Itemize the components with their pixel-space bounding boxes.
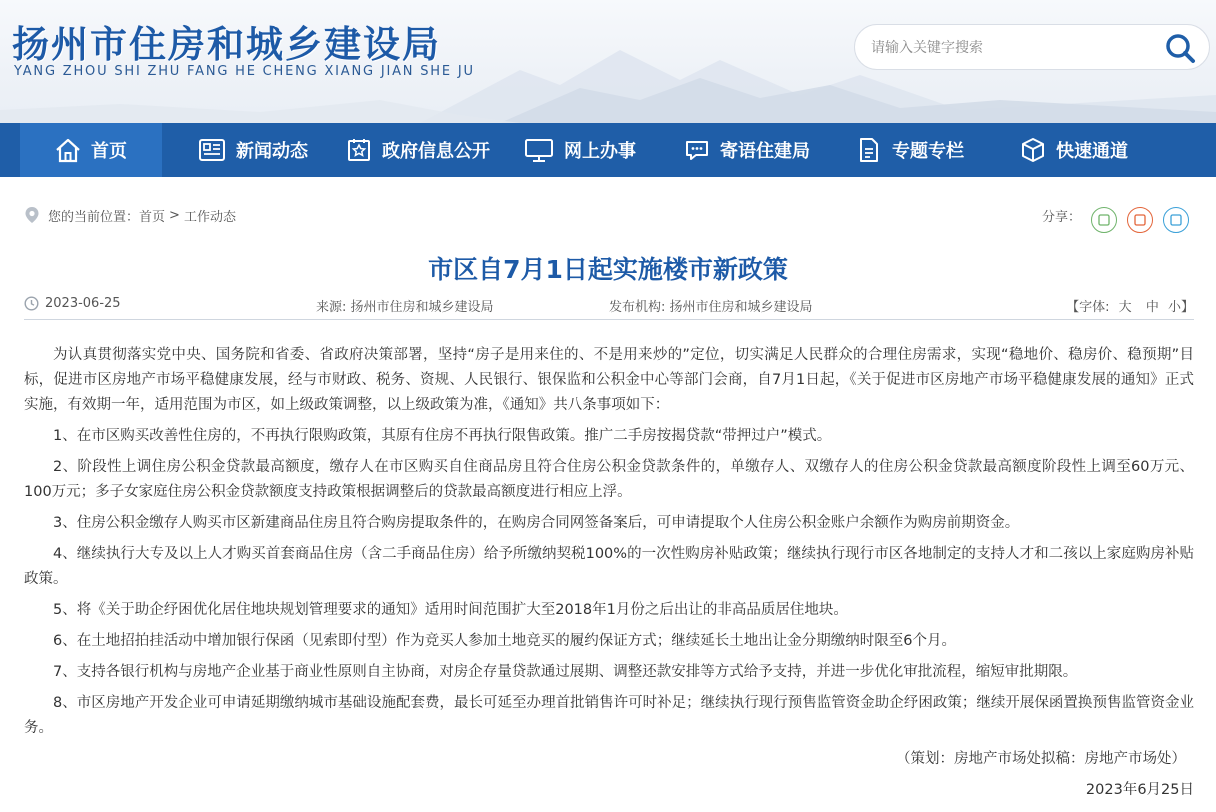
article-paragraph: 6、在土地招拍挂活动中增加银行保函（见索即付型）作为竞买人参加土地竞买的履约保证方式；继续延长土地出让金分期缴纳时限至6个月。 <box>53 633 956 649</box>
share-qq-button[interactable] <box>1163 207 1189 233</box>
article-paragraph: 7、支持各银行机构与房地产企业基于商业性原则自主协商，对房企存量贷款通过展期、调整还款安排等方式给予支持，并进一步优化审批流程，缩短审批期限。 <box>53 664 1078 680</box>
gov-info-icon <box>346 137 372 163</box>
qq-icon <box>1169 213 1183 227</box>
nav-item-special-topics[interactable] <box>856 123 964 177</box>
breadcrumb <box>24 205 236 225</box>
location-pin-icon <box>24 206 40 224</box>
clock-icon <box>24 296 39 311</box>
article-publisher: 发布机构: 扬州市住房和城乡建设局 <box>609 300 813 315</box>
share-label: 分享： <box>1042 210 1082 225</box>
article-title: 市区自7月1日起实施楼市新政策 <box>428 255 788 284</box>
breadcrumb-current-link[interactable]: 工作动态 <box>183 209 236 225</box>
search-icon <box>1163 31 1197 65</box>
breadcrumb-home-link[interactable]: 首页 <box>139 209 166 225</box>
font-size-control <box>1066 296 1194 315</box>
breadcrumb-separator: > <box>169 207 180 223</box>
font-size-small[interactable]: 小】 <box>1167 300 1194 315</box>
news-icon <box>198 137 226 163</box>
search-box <box>854 24 1210 70</box>
weibo-icon <box>1133 213 1147 227</box>
site-title[interactable]: 扬州市住房和城乡建设局 <box>12 23 441 66</box>
share-wechat-button[interactable] <box>1091 207 1117 233</box>
nav-item-label: 网上办事 <box>564 141 636 162</box>
cube-icon <box>1020 137 1046 163</box>
nav-item-online-service[interactable] <box>524 123 636 177</box>
nav-item-label: 寄语住建局 <box>720 141 810 162</box>
nav-item-label: 政府信息公开 <box>382 141 490 162</box>
article-meta <box>24 292 1194 320</box>
home-icon <box>55 137 81 163</box>
search-input[interactable] <box>871 36 1151 60</box>
article-paragraph: 8、市区房地产开发企业可申请延期缴纳城市基础设施配套费，最长可延至办理首批销售许可时补足；继续执行现行预售监管资金助企纾困政策；继续开展保函置换预售监管资金业务。 <box>24 695 1194 736</box>
nav-item-news[interactable] <box>198 123 308 177</box>
nav-item-label: 首页 <box>91 141 127 162</box>
document-icon <box>856 137 882 163</box>
nav-item-home[interactable] <box>20 123 162 177</box>
site-subtitle: YANG ZHOU SHI ZHU FANG HE CHENG XIANG JIAN SHE JU <box>14 64 475 79</box>
search-button[interactable] <box>1163 31 1197 65</box>
main-nav <box>0 123 1216 177</box>
article-body <box>24 343 1194 809</box>
font-size-medium[interactable]: 中 <box>1145 300 1159 315</box>
article-paragraph: 4、继续执行大专及以上人才购买首套商品住房（含二手商品住房）给予所缴纳契税100%的一次性购房补贴政策；继续执行现行市区各地制定的支持人才和二孩以上家庭购房补贴政策。 <box>24 546 1194 587</box>
nav-item-message[interactable] <box>684 123 810 177</box>
nav-item-label: 新闻动态 <box>236 141 308 162</box>
article-paragraph: 5、将《关于助企纾困优化居住地块规划管理要求的通知》适用时间范围扩大至2018年1月份之后出让的非高品质居住地块。 <box>53 602 848 618</box>
article-sign-date: 2023年6月25日 <box>1085 782 1194 798</box>
nav-item-quick-access[interactable] <box>1020 123 1128 177</box>
monitor-icon <box>524 137 554 163</box>
article-paragraph: 1、在市区购买改善性住房的，不再执行限购政策，其原有住房不再执行限售政策。推广二手房按揭贷款“带押过户”模式。 <box>53 428 832 444</box>
site-header <box>0 0 1216 123</box>
article-source: 来源: 扬州市住房和城乡建设局 <box>316 300 494 315</box>
font-size-large[interactable]: 大 <box>1118 300 1132 315</box>
message-icon <box>684 137 710 163</box>
nav-item-gov-info[interactable] <box>346 123 490 177</box>
article-date-text: 2023-06-25 <box>45 296 121 311</box>
breadcrumb-prefix: 您的当前位置： <box>48 209 140 225</box>
article-date <box>24 296 121 311</box>
article-paragraph: 为认真贯彻落实党中央、国务院和省委、省政府决策部署，坚持“房子是用来住的、不是用来炒的”定位，切实满足人民群众的合理住房需求，实现“稳地价、稳房价、稳预期”目标，促进市区房地产市场平稳健康发展，经与市财政、税务、资规、人民银行、银保监和公积金中心等部门会商，自7月1日起，《关于促进市区房地产市场平稳健康发展的通知》正式实施，有效期一年，适用范围为市区，如上级政策调整，以上级政策为准，《通知》共八条事项如下： <box>24 347 1194 413</box>
font-size-label: 【字体: <box>1066 300 1110 315</box>
wechat-icon <box>1097 213 1111 227</box>
article-paragraph: 3、住房公积金缴存人购买市区新建商品住房且符合购房提取条件的，在购房合同网签备案后，可申请提取个人住房公积金账户余额作为购房前期资金。 <box>53 515 1020 531</box>
share-weibo-button[interactable] <box>1127 207 1153 233</box>
nav-item-label: 专题专栏 <box>892 141 964 162</box>
nav-item-label: 快速通道 <box>1056 141 1128 162</box>
article-signature: （策划：房地产市场处拟稿：房地产市场处） <box>896 751 1186 767</box>
article-paragraph: 2、阶段性上调住房公积金贷款最高额度，缴存人在市区购买自住商品房且符合住房公积金贷款条件的，单缴存人、双缴存人的住房公积金贷款最高额度阶段性上调至60万元、100万元；多子女家庭住房公积金贷款额度支持政策根据调整后的贷款最高额度进行相应上浮。 <box>24 459 1194 500</box>
